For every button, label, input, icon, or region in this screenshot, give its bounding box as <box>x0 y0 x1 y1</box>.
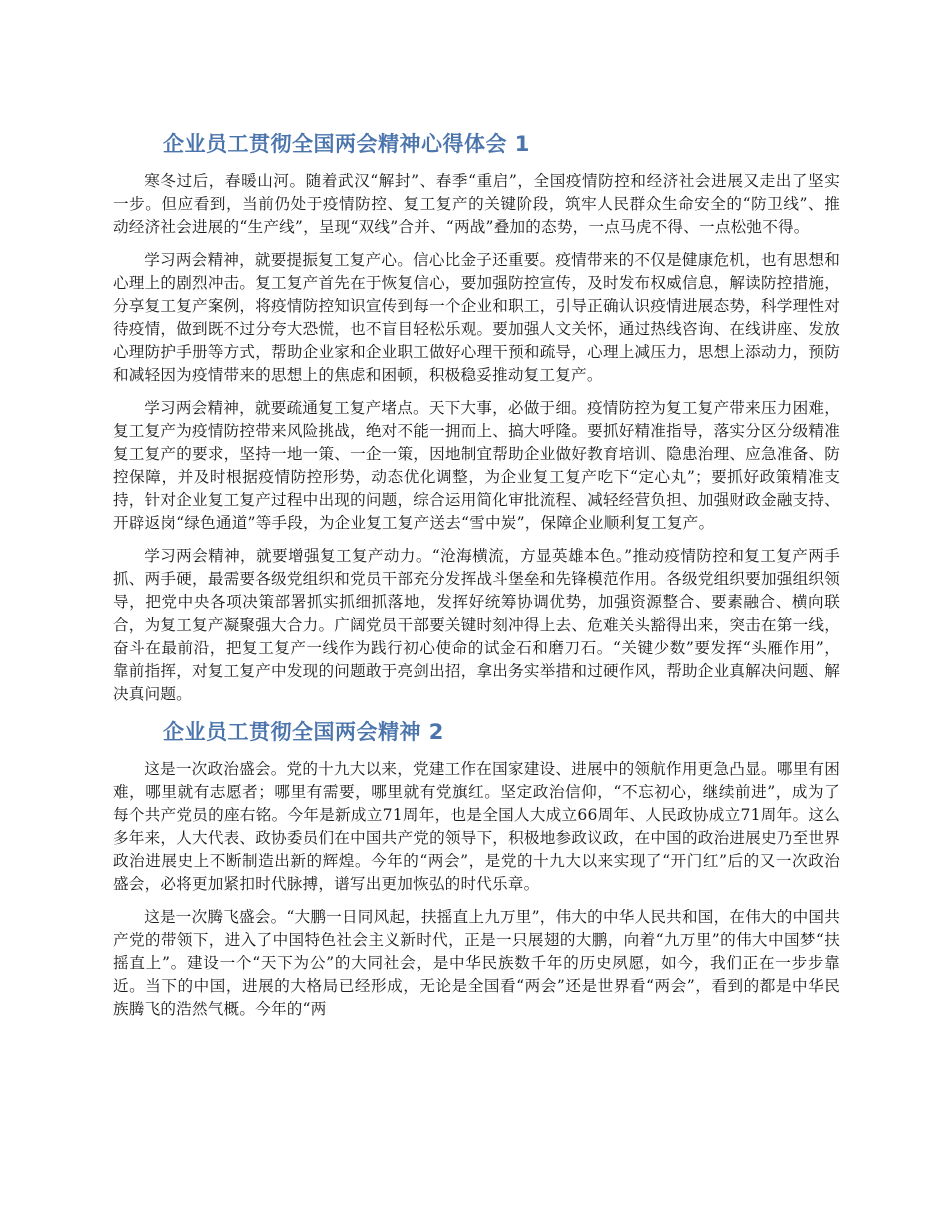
section-1-title: 企业员工贯彻全国两会精神心得体会 1 <box>163 132 530 156</box>
section-1-paragraph-1: 寒冬过后，春暖山河。随着武汉“解封”、春季“重启”，全国疫情防控和经济社会进展又走出了坚实一步。但应看到，当前仍处于疫情防控、复工复产的关键阶段，筑牢人民群众生命安全的“防卫线”、推动经济社会进展的“生产线”，呈现“双线”合并、“两战”叠加的态势，一点马虎不得、一点松弛不得。 <box>113 172 840 236</box>
document-page <box>113 128 840 1031</box>
section-2-paragraph-1: 这是一次政治盛会。党的十九大以来，党建工作在国家建设、进展中的领航作用更急凸显。哪里有困难，哪里就有志愿者；哪里有需要，哪里就有党旗红。坚定政治信仰，“不忘初心，继续前进”，成为了每个共产党员的座右铭。今年是新成立71周年，也是全国人大成立66周年、人民政协成立71周年。这么多年来，人大代表、政协委员们在中国共产党的领导下，积极地参政议政，在中国的政治进展史乃至世界政治进展史上不断制造出新的辉煌。今年的“两会”，是党的十九大以来实现了“开门红”后的又一次政治盛会，必将更加紧扣时代脉搏，谱写出更加恢弘的时代乐章。 <box>113 760 840 893</box>
section-1-paragraph-2: 学习两会精神，就要提振复工复产心。信心比金子还重要。疫情带来的不仅是健康危机，也有思想和心理上的剧烈冲击。复工复产首先在于恢复信心，要加强防控宣传，及时发布权威信息，解读防控措施，分享复工复产案例，将疫情防控知识宣传到每一个企业和职工，引导正确认识疫情进展态势，科学理性对待疫情，做到既不过分夸大恐慌，也不盲目轻松乐观。要加强人文关怀，通过热线咨询、在线讲座、发放心理防护手册等方式，帮助企业家和企业职工做好心理干预和疏导，心理上减压力，思想上添动力，预防和减轻因为疫情带来的思想上的焦虑和困顿，积极稳妥推动复工复产。 <box>113 251 840 384</box>
section-2-paragraph-2: 这是一次腾飞盛会。“大鹏一日同风起，扶摇直上九万里”，伟大的中华人民共和国，在伟大的中国共产党的带领下，进入了中国特色社会主义新时代，正是一只展翅的大鹏，向着“九万里”的伟大中国梦“扶摇直上”。建设一个“天下为公”的大同社会，是中华民族数千年的历史夙愿，如今，我们正在一步步靠近。当下的中国，进展的大格局已经形成，无论是全国看“两会”还是世界看“两会”，看到的都是中华民族腾飞的浩然气概。今年的“两 <box>113 908 840 1018</box>
section-2-title: 企业员工贯彻全国两会精神 2 <box>163 720 444 744</box>
section-1-paragraph-4: 学习两会精神，就要增强复工复产动力。“沧海横流，方显英雄本色。”推动疫情防控和复工复产两手抓、两手硬，最需要各级党组织和党员干部充分发挥战斗堡垒和先锋模范作用。各级党组织要加强组织领导，把党中央各项决策部署抓实抓细抓落地，发挥好统筹协调优势，加强资源整合、要素融合、横向联合，为复工复产凝聚强大合力。广阔党员干部要关键时刻冲得上去、危难关头豁得出来，突击在第一线，奋斗在最前沿，把复工复产一线作为践行初心使命的试金石和磨刀石。“关键少数”要发挥“头雁作用”，靠前指挥，对复工复产中发现的问题敢于亮剑出招，拿出务实举措和过硬作风，帮助企业真解决问题、解决真问题。 <box>113 547 840 703</box>
section-1-paragraph-3: 学习两会精神，就要疏通复工复产堵点。天下大事，必做于细。疫情防控为复工复产带来压力困难，复工复产为疫情防控带来风险挑战，绝对不能一拥而上、搞大呼隆。要抓好精准指导，落实分区分级精准复工复产的要求，坚持一地一策、一企一策，因地制宜帮助企业做好教育培训、隐患治理、应急准备、防控保障，并及时根据疫情防控形势，动态优化调整，为企业复工复产吃下“定心丸”；要抓好政策精准支持，针对企业复工复产过程中出现的问题，综合运用简化审批流程、减轻经营负担、加强财政金融支持、开辟返岗“绿色通道”等手段，为企业复工复产送去“雪中炭”，保障企业顺利复工复产。 <box>113 399 840 532</box>
